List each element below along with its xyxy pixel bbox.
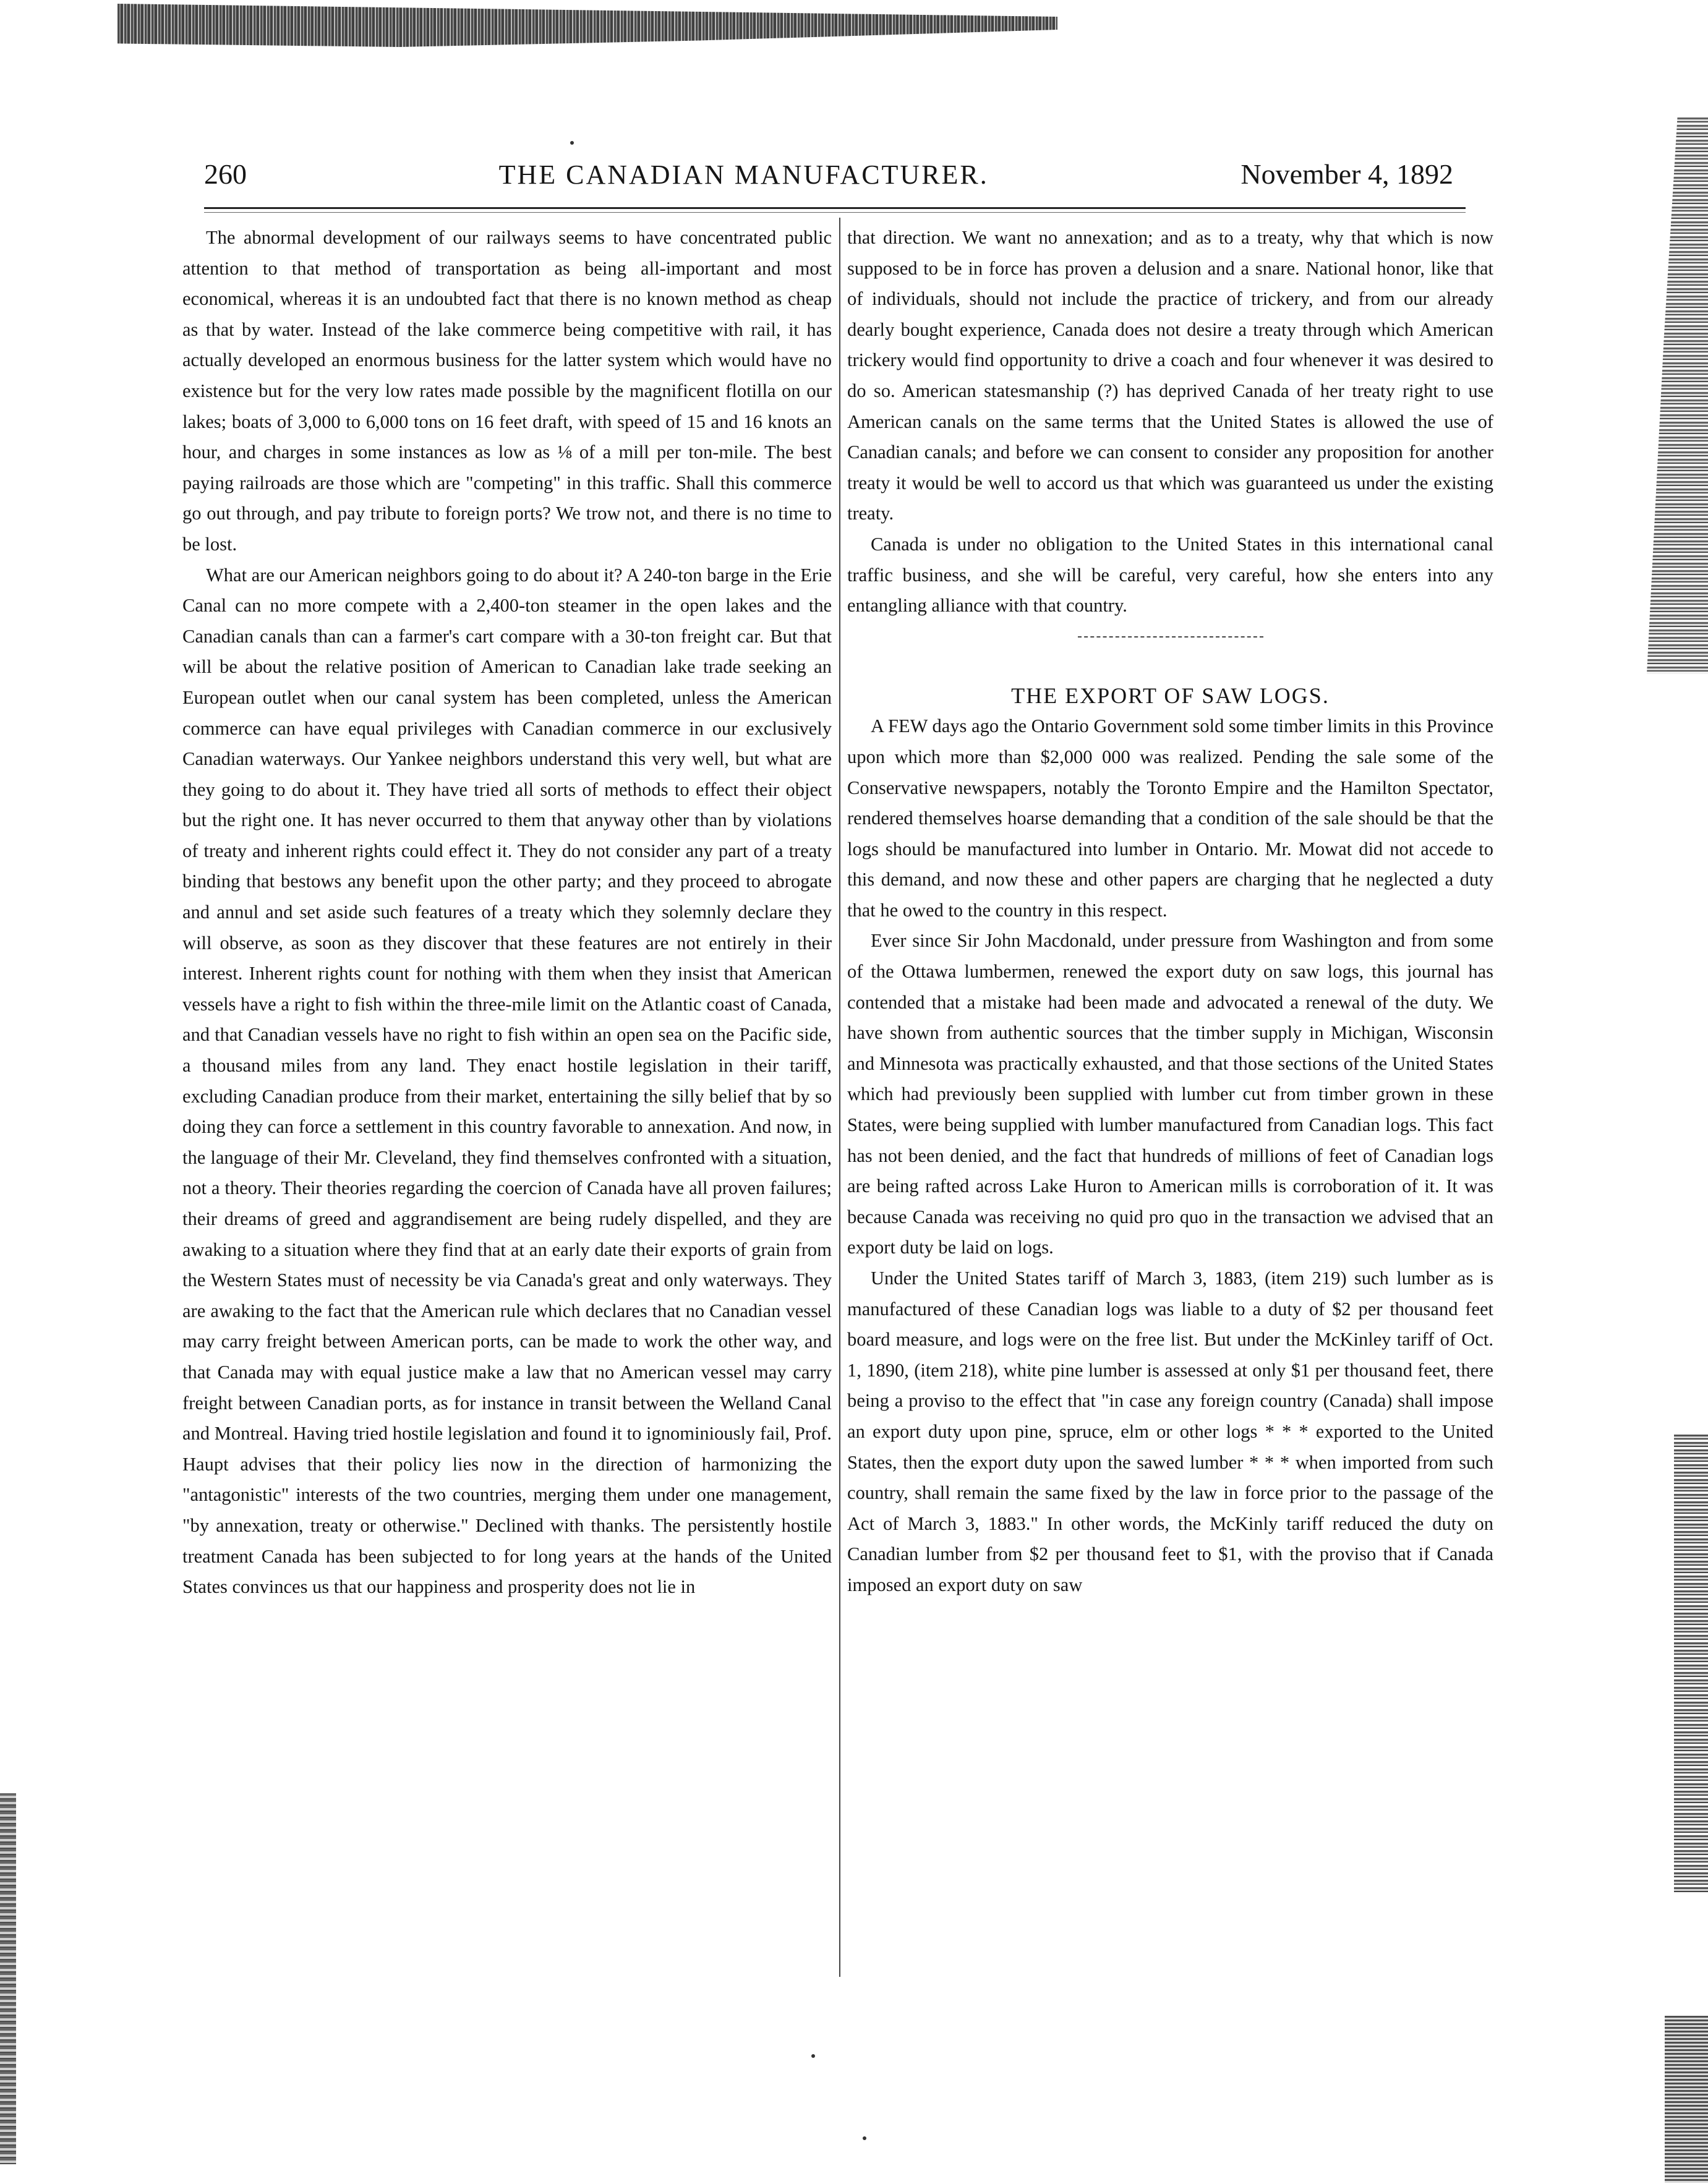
page-number: 260 [204,158,247,190]
scan-edge-right-lower [1674,1435,1708,1892]
speck [811,2054,815,2058]
speck [570,141,574,145]
paragraph: that direction. We want no annexation; and as to a treaty, why that which is now supposed to be in force has proven a delusion and a snare. National honor, like that of individuals, should not include the practice of trickery, and from our already dearly bought experience, Canada does not desire a treaty through which American trickery would find opportunity to drive a coach and four whenever it was desired to do so. American statesmanship (?) has deprived Canada of her treaty right to use American canals on the same terms that the United States is allowed the use of Canadian canals; and before we can consent to consider any proposition for another treaty it would be well to accord us that which was guaranteed us under the existing treaty. [847,227,1493,524]
publication-title: THE CANADIAN MANUFACTURER. [498,160,989,190]
paragraph: A FEW days ago the Ontario Government sold some timber limits in this Province upon which more than $2,000 000 was realized. Pending the sale some of the Conservative newspapers, notably the Toronto Empire and the Hamilton Spectator, rendered themselves hoarse demanding that a condition of the sale should be that the logs should be manufactured into lumber in Ontario. Mr. Mowat did not accede to this demand, and now these and other papers are charging that he neglected a duty that he owed to the country in this respect. [847,715,1493,921]
column-divider [839,218,840,1977]
paragraph: Ever since Sir John Macdonald, under pressure from Washington and from some of the Ottawa lumbermen, renewed the export duty on saw logs, this journal has contended that a mistake had been made and advocated a renewal of the duty. We have shown from authentic sources that the timber supply in Michigan, Wisconsin and Minnesota was practically exhausted, and that those sections of the United States which had previously been supplied with lumber cut from timber grown in these States, were being supplied with lumber manufactured from Canadian logs. This fact has not been denied, and the fact that hundreds of millions of feet of Canadian logs are being rafted across Lake Huron to American mills is corroboration of it. It was because Canada was receiving no quid pro quo in the transaction we advised that an export duty be laid on logs. [847,930,1493,1258]
scan-artifact-top [117,4,1057,47]
scan-edge-left [0,1793,16,2164]
paragraph: What are our American neighbors going to do about it? A 240-ton barge in the Erie Canal can no more compete with a 2,400-ton steamer in the open lakes and the Canadian canals than can a farmer's cart compare with a 30-ton freight car. But that will be about the relative position of American to Canadian lake trade seeking an European outlet when our canal system has been completed, unless the American commerce can have equal privileges with Canadian commerce in our exclusively Canadian waterways. Our Yankee neighbors understand this very well, but what are they going to do about it. They have tried all sorts of methods to effect their object but the right one. It has never occurred to them that anyway other than by violations of treaty and inherent rights could effect it. They do not consider any part of a treaty binding that bestows any benefit upon the other party; and they proceed to abrogate and annul and set aside such features of a treaty which they solemnly declare they will observe, as soon as they discover that these features are not entirely in their interest. Inherent rights count for nothing with them when they insist that American vessels have a right to fish within the three-mile limit on the Atlantic coast of Canada, and that Canadian vessels have no right to fish within an open sea on the Pacific side, a thousand miles from any land. They enact hostile legislation in their tariff, excluding Canadian produce from their market, entertaining the silly belief that by so doing they can force a settlement in this country favorable to annexation. And now, in the language of their Mr. Cleveland, they find themselves confronted with a situation, not a theory. Their theories regarding the coercion of Canada have all proven failures; their dreams of greed and aggrandisement are being rudely dispelled, and they are awaking to a situation where they find that at an early date their exports of grain from the Western States must of necessity be via Canada's great and only waterways. They are awaking to the fact that the American rule which declares that no Canadian vessel may carry freight between American ports, can be made to work the other way, and that Canada may with equal justice make a law that no American vessel may carry freight between Canadian ports, as for instance in transit between the Welland Canal and Montreal. Having tried hostile legislation and found it to ignominiously fail, Prof. Haupt advises that their policy lies now in the direction of harmonizing the "antagonistic" interests of the two countries, merging them under one management, "by annexation, treaty or otherwise." Declined with thanks. The persistently hostile treatment Canada has been subjected to for long years at the hands of the United States convinces us that our happiness and prosperity does not lie in [182,564,832,1598]
paragraph: The abnormal development of our railways seems to have concentrated public attention to that method of transportation as being all-important and most economical, whereas it is an undoubted fact that there is no known method as cheap as that by water. Instead of the lake commerce being competitive with rail, it has actually developed an enormous business for the latter system which would have no existence but for the very low rates made possible by the magnificent flotilla on our lakes; boats of 3,000 to 6,000 tons on 16 feet draft, with speed of 15 and 16 knots an hour, and charges in some instances as low as ⅛ of a mill per ton-mile. The best paying railroads are those which are "competing" in this traffic. Shall this commerce go out through, and pay tribute to foreign ports? We trow not, and there is no time to be lost. [182,227,832,555]
scan-edge-right [1640,117,1708,674]
header-rule [204,207,1466,209]
left-column [182,223,832,1603]
article-heading: THE EXPORT OF SAW LOGS. [1011,683,1330,708]
scan-edge-right-bottom [1665,2016,1708,2183]
running-head [204,158,1453,201]
section-separator [1078,636,1263,638]
speck [863,2136,866,2140]
paragraph: Under the United States tariff of March 3, 1883, (item 219) such lumber as is manufactured of these Canadian logs was liable to a duty of $2 per thousand feet board measure, and logs were on the free list. But under the McKinley tariff of Oct. 1, 1890, (item 218), white pine lumber is assessed at only $1 per thousand feet, there being a proviso to the effect that "in case any foreign country (Canada) shall impose an export duty upon pine, spruce, elm or other logs * * * exported to the United States, then the export duty upon the sawed lumber * * * when imported from such country, shall remain the same fixed by the law in force prior to the passage of the Act of March 3, 1883." In other words, the McKinly tariff reduced the duty on Canadian lumber from $2 per thousand feet to $1, with the proviso that if Canada imposed an export duty on saw [847,1268,1493,1595]
right-column [847,223,1493,1601]
paragraph: Canada is under no obligation to the United States in this international canal traffic business, and she will be careful, very careful, how she enters into any entangling alliance with that country. [847,533,1493,616]
issue-date: November 4, 1892 [1240,158,1453,190]
header-rule-thin [204,212,1466,213]
